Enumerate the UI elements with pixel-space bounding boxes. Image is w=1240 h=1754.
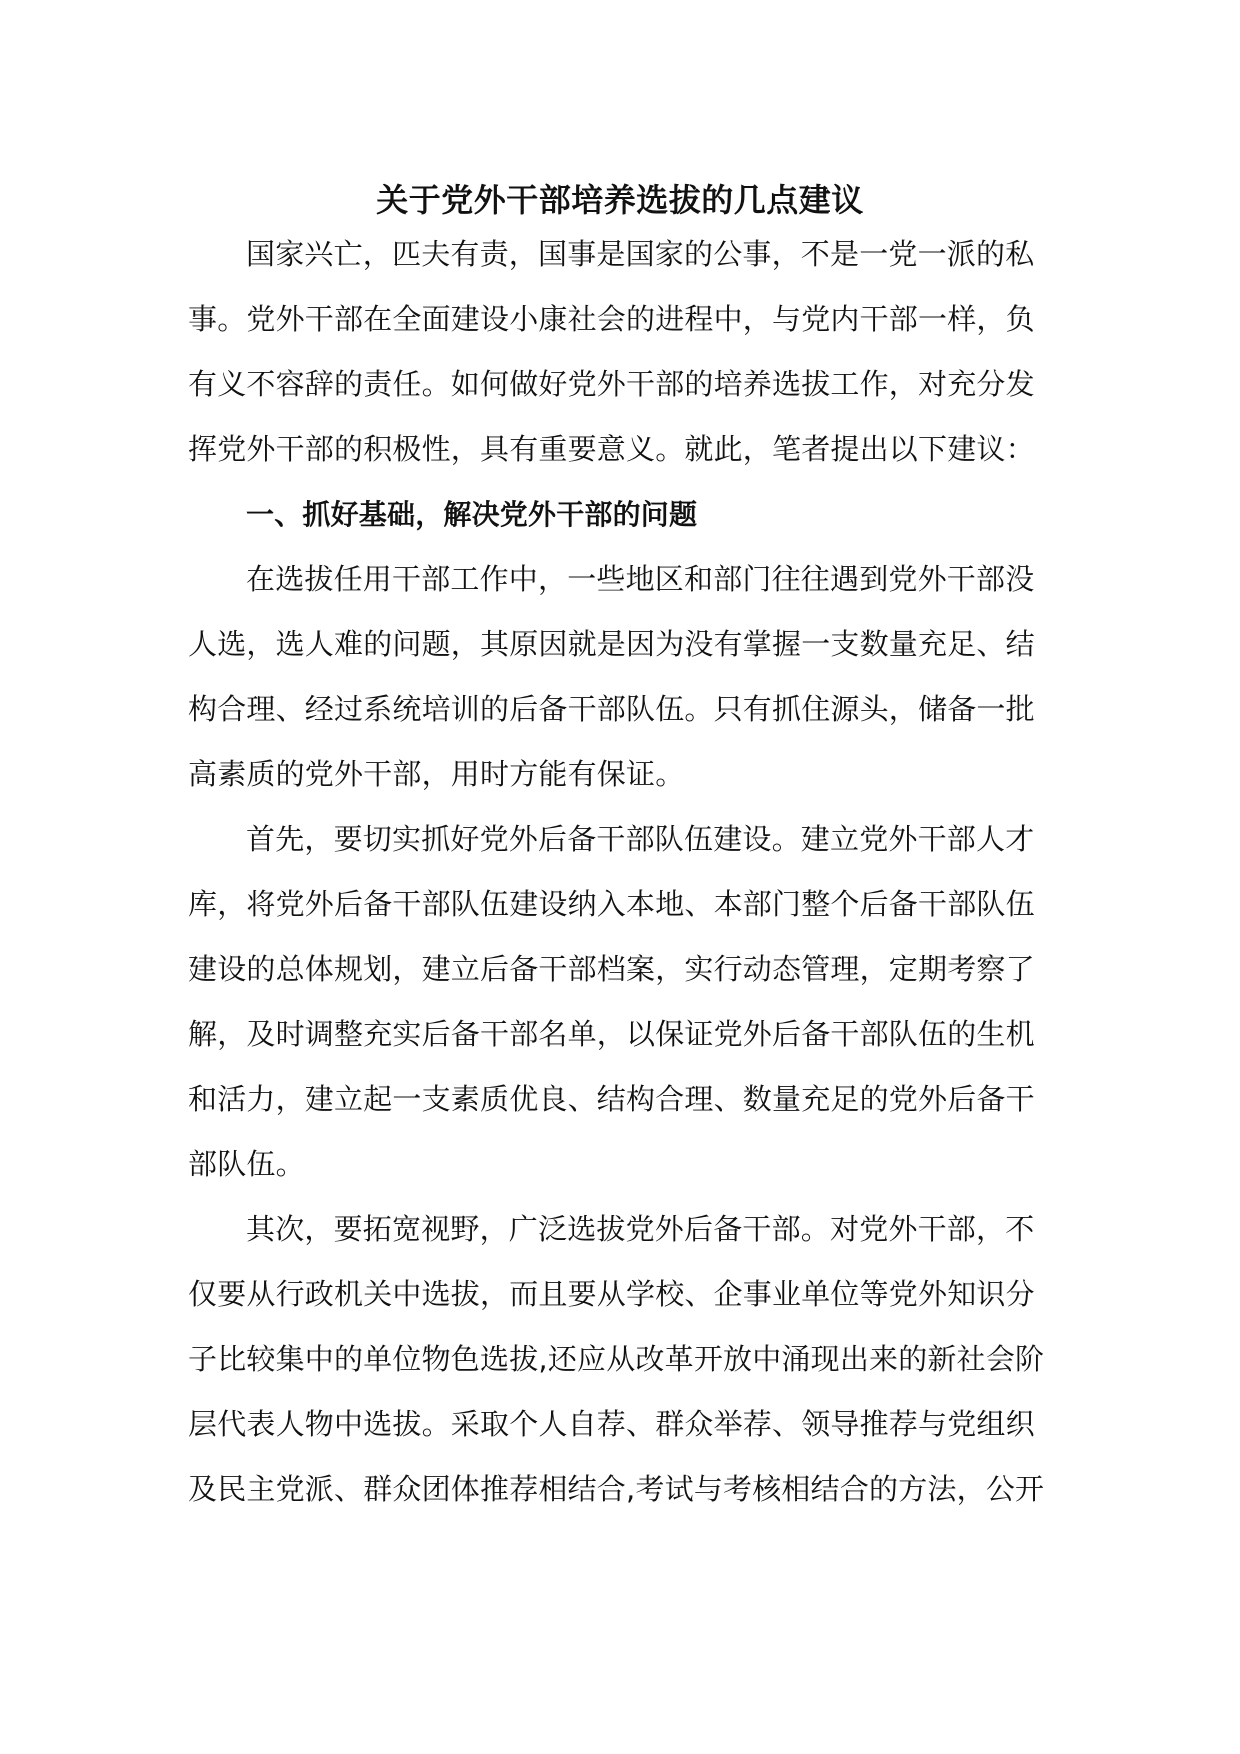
text-line: 及民主党派、群众团体推荐相结合,考试与考核相结合的方法，公开 (188, 1472, 1045, 1506)
text-line: 仅要从行政机关中选拔，而且要从学校、企事业单位等党外知识分 (188, 1277, 1035, 1311)
paragraph-intro (188, 222, 1048, 482)
paragraph-second (188, 1197, 1048, 1522)
text-line: 国家兴亡，匹夫有责，国事是国家的公事，不是一党一派的私 (246, 237, 1035, 271)
text-line: 事。党外干部在全面建设小康社会的进程中，与党内干部一样，负 (188, 302, 1035, 336)
text-line: 解，及时调整充实后备干部名单，以保证党外后备干部队伍的生机 (188, 1017, 1035, 1051)
text-line: 建设的总体规划，建立后备干部档案，实行动态管理，定期考察了 (188, 952, 1035, 986)
text-line: 人选，选人难的问题，其原因就是因为没有掌握一支数量充足、结 (188, 627, 1035, 661)
document-title: 关于党外干部培养选拔的几点建议 (376, 181, 864, 219)
text-line: 部队伍。 (188, 1147, 305, 1181)
text-line: 有义不容辞的责任。如何做好党外干部的培养选拔工作，对充分发 (188, 367, 1035, 401)
text-line: 其次，要拓宽视野，广泛选拔党外后备干部。对党外干部，不 (246, 1212, 1035, 1246)
text-line: 在选拔任用干部工作中，一些地区和部门往往遇到党外干部没 (246, 562, 1035, 596)
text-line: 子比较集中的单位物色选拔,还应从改革开放中涌现出来的新社会阶 (188, 1342, 1045, 1376)
paragraph-first (188, 807, 1048, 1197)
text-line: 首先，要切实抓好党外后备干部队伍建设。建立党外干部人才 (246, 822, 1035, 856)
text-line: 层代表人物中选拔。采取个人自荐、群众举荐、领导推荐与党组织 (188, 1407, 1035, 1441)
section-heading (188, 482, 1048, 547)
text-line: 高素质的党外干部，用时方能有保证。 (188, 757, 685, 791)
text-line: 库，将党外后备干部队伍建设纳入本地、本部门整个后备干部队伍 (188, 887, 1035, 921)
section-heading-text: 一、抓好基础，解决党外干部的问题 (246, 498, 698, 531)
text-line: 构合理、经过系统培训的后备干部队伍。只有抓住源头，储备一批 (188, 692, 1035, 726)
text-line: 挥党外干部的积极性，具有重要意义。就此，笔者提出以下建议： (188, 432, 1035, 466)
paragraph-problem (188, 547, 1048, 807)
text-line: 和活力，建立起一支素质优良、结构合理、数量充足的党外后备干 (188, 1082, 1035, 1116)
document-body (188, 222, 1048, 1522)
